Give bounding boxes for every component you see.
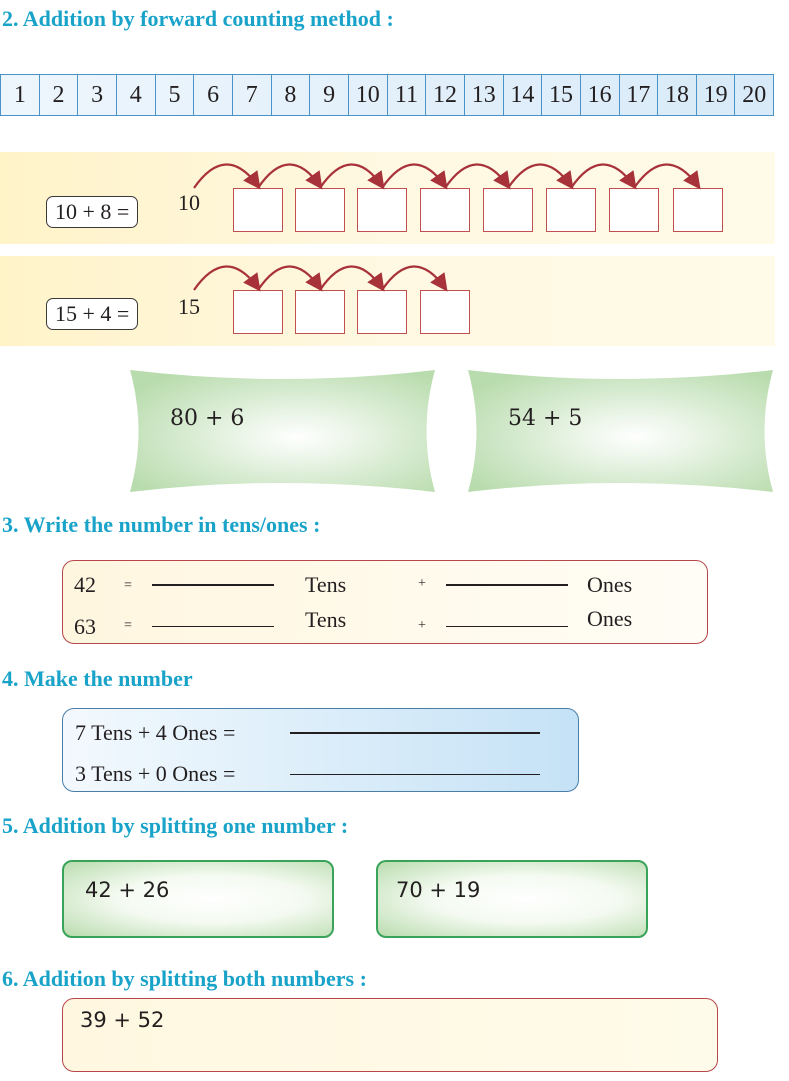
number-line-cell: 1: [1, 75, 40, 115]
ones-blank: [446, 584, 568, 586]
answer-blank: [290, 774, 540, 775]
number-line-cell: 18: [658, 75, 697, 115]
jump-arrow: [194, 164, 258, 188]
tens-label: Tens: [305, 572, 347, 597]
practice-problem: 80 + 6: [170, 406, 245, 431]
number-line-cell: 9: [310, 75, 349, 115]
practice-problem: 54 + 5: [508, 406, 583, 431]
number-line-cell: 20: [742, 81, 767, 108]
jump-arrow: [382, 266, 445, 290]
ones-label: Ones: [587, 606, 633, 631]
section-6-heading: 6. Addition by splitting both numbers :: [2, 966, 367, 991]
number-line-cell: 19: [697, 75, 736, 115]
split-one-problem: 42 + 26: [85, 878, 170, 902]
ones-label: Ones: [587, 572, 633, 597]
practice-card-2: [468, 370, 773, 492]
split-one-problem: 70 + 19: [396, 878, 481, 902]
plus-sign: +: [418, 576, 426, 591]
jump-arrow: [445, 164, 508, 188]
ones-blank: [446, 626, 568, 627]
jump-arrow: [258, 164, 320, 188]
equation-text: 15 + 4 =: [55, 301, 130, 326]
jump-arrow: [258, 266, 320, 290]
number-line-cell: 10: [349, 75, 388, 115]
tens-blank: [152, 626, 274, 627]
split-both-problem: 39 + 52: [80, 1008, 165, 1032]
jump-arrow: [382, 164, 445, 188]
jump-arrow: [571, 164, 634, 188]
make-number-row: 3 Tens + 0 Ones =: [75, 761, 236, 786]
jump-arrow: [194, 266, 258, 290]
practice-card-1: [130, 370, 435, 492]
tens-ones-number: 42: [74, 572, 96, 597]
answer-blank: [290, 732, 540, 734]
number-line-cell: 11: [388, 75, 427, 115]
tens-label: Tens: [305, 607, 347, 632]
number-line-cell: 15: [542, 75, 581, 115]
start-number: 10: [178, 190, 200, 215]
number-line-cell: 4: [117, 75, 156, 115]
jump-arrow: [634, 164, 698, 188]
section-5-heading: 5. Addition by splitting one number :: [2, 813, 349, 838]
number-line-cell: 5: [156, 75, 195, 115]
number-line-cell: 16: [581, 75, 620, 115]
plus-sign: +: [418, 618, 426, 633]
number-line-cell: 7: [233, 75, 272, 115]
equation-text: 10 + 8 =: [55, 199, 130, 224]
equals-sign: =: [124, 618, 132, 633]
tens-blank: [152, 584, 274, 586]
section-2-heading: 2. Addition by forward counting method :: [2, 6, 394, 31]
start-number: 15: [178, 294, 200, 319]
number-line-cell: 12: [426, 75, 465, 115]
make-number-row: 7 Tens + 4 Ones =: [75, 720, 236, 745]
jump-arrow: [320, 164, 382, 188]
equals-sign: =: [124, 578, 132, 593]
number-line-cell: 13: [465, 75, 504, 115]
number-line-cell: 6: [194, 75, 233, 115]
jump-arrow: [508, 164, 571, 188]
section-4-heading: 4. Make the number: [2, 666, 193, 691]
section-3-heading: 3. Write the number in tens/ones :: [2, 512, 321, 537]
tens-ones-number: 63: [74, 614, 96, 639]
jump-arrows: [0, 0, 789, 400]
jump-arrow: [320, 266, 382, 290]
number-line-cell: 8: [272, 75, 311, 115]
number-line-cell: 3: [78, 75, 117, 115]
number-line-cell: 17: [620, 75, 659, 115]
number-line-cell: 2: [40, 75, 79, 115]
number-line-cell: 14: [504, 75, 543, 115]
